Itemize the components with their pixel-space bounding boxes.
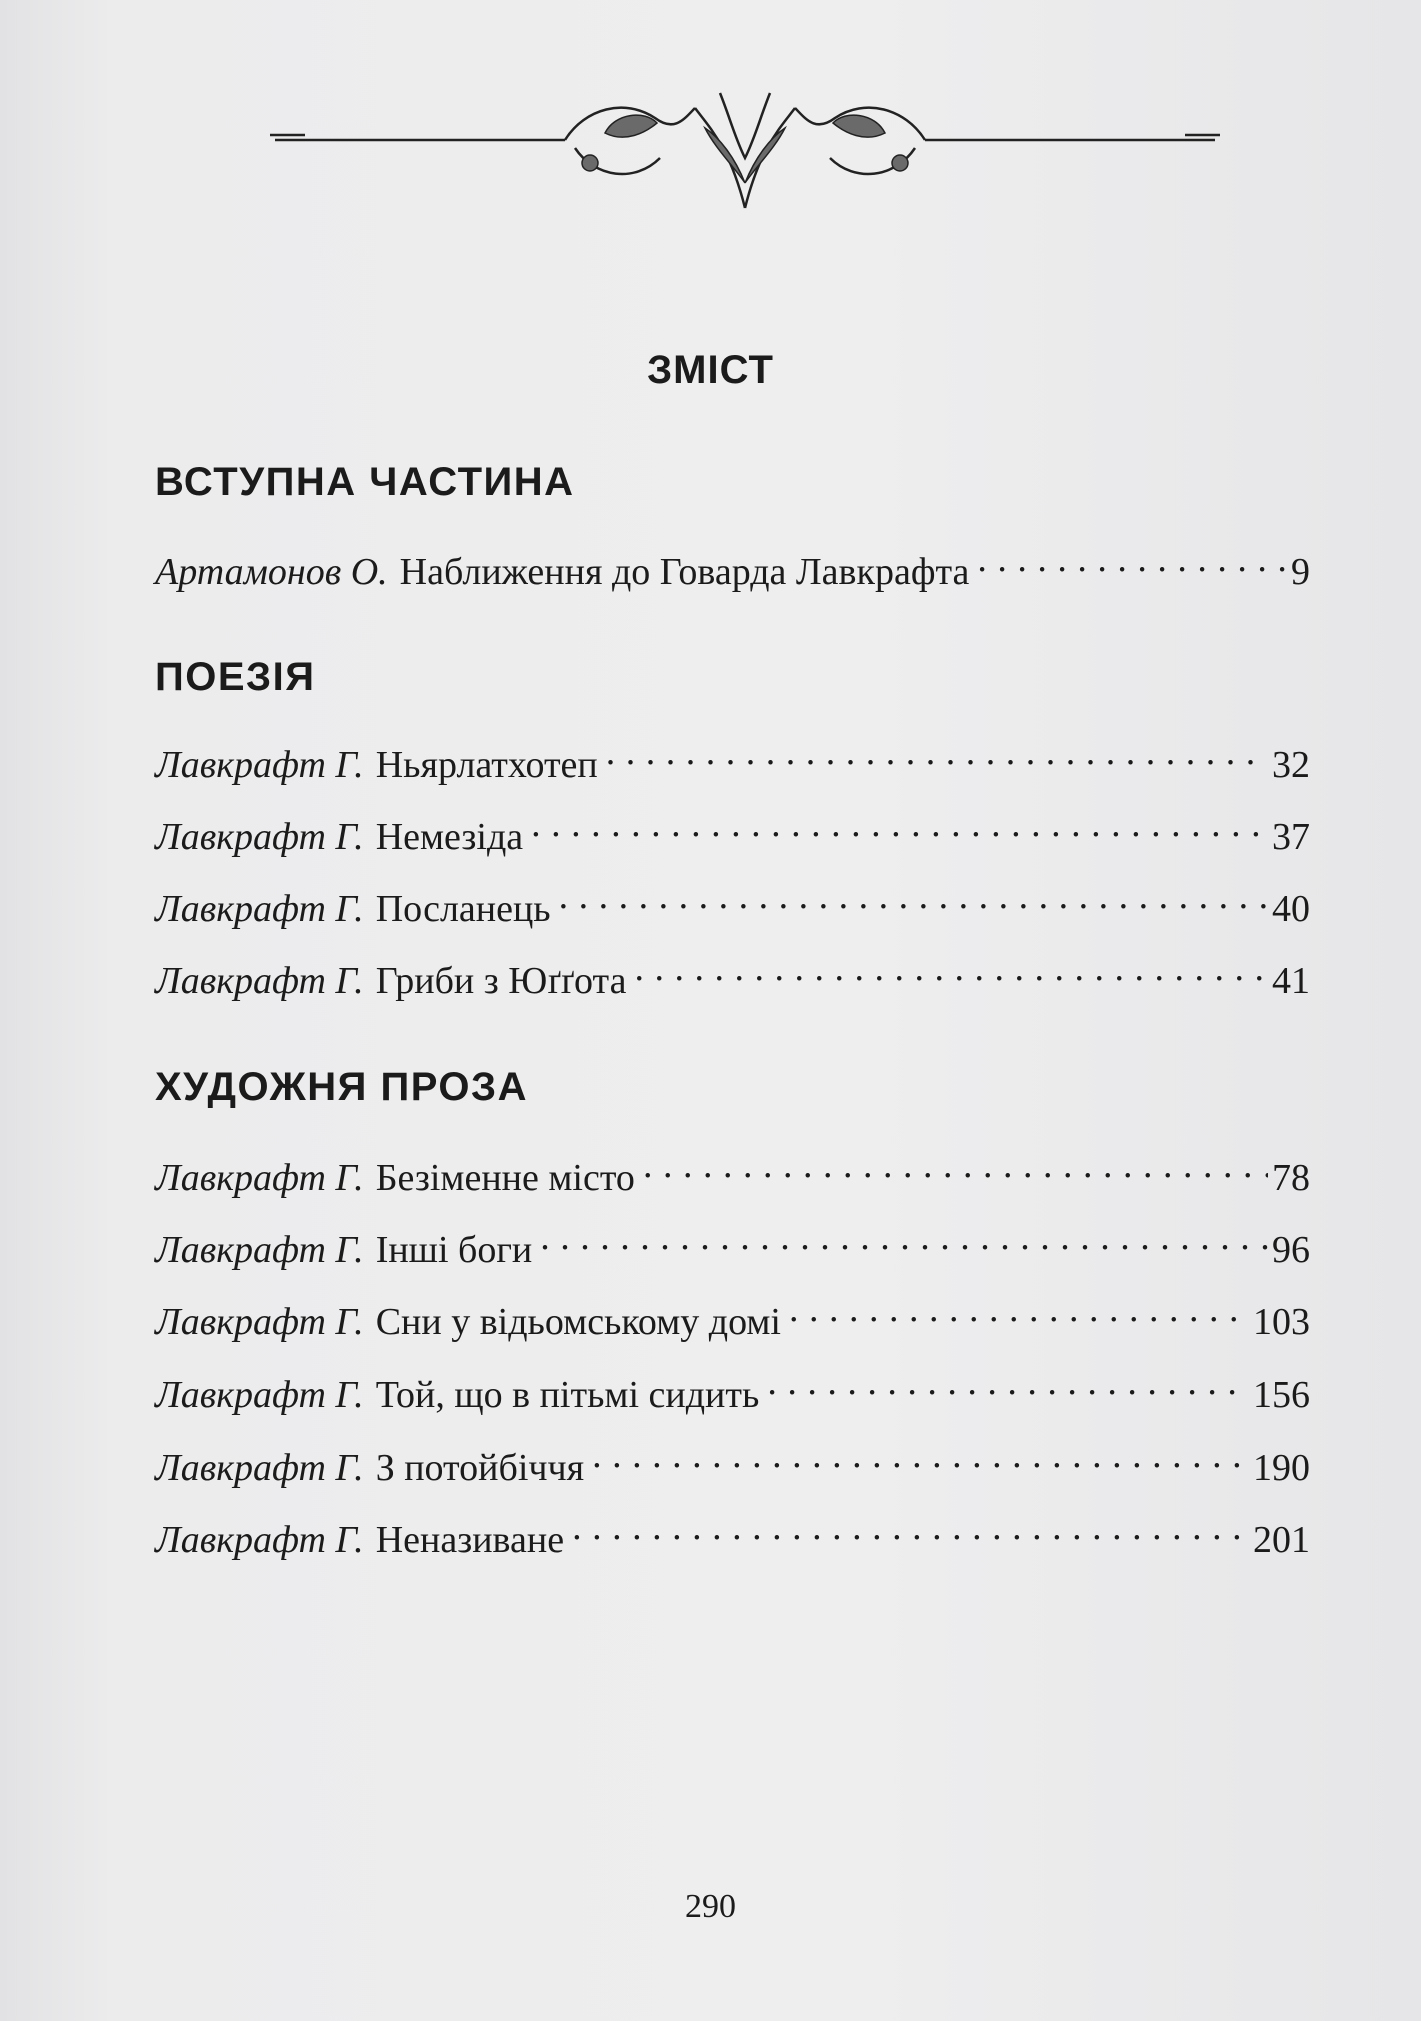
dot-leader <box>559 871 1268 921</box>
dot-leader <box>531 799 1268 849</box>
section-heading: ХУДОЖНЯ ПРОЗА <box>155 1065 528 1109</box>
dot-leader <box>592 1430 1249 1480</box>
entry-author: Лавкрафт Г. <box>155 888 364 930</box>
section-heading: ПОЕЗІЯ <box>155 655 316 699</box>
entry-title: Посланець <box>375 888 551 930</box>
entry-title: Немезіда <box>375 816 524 858</box>
dot-leader <box>606 727 1268 777</box>
entry-page-number: 41 <box>1272 960 1310 1002</box>
entry-page-number: 9 <box>1291 551 1310 593</box>
toc-entry <box>155 799 1310 858</box>
dot-leader <box>977 534 1287 584</box>
entry-author: Лавкрафт Г. <box>155 1301 364 1343</box>
entry-title: Безіменне місто <box>375 1157 635 1199</box>
entry-author: Лавкрафт Г. <box>155 1519 364 1561</box>
section-heading: ВСТУПНА ЧАСТИНА <box>155 460 575 504</box>
dot-leader <box>634 943 1268 993</box>
entry-page-number: 78 <box>1272 1157 1310 1199</box>
toc-entry <box>155 1284 1310 1343</box>
page-title: ЗМІСТ <box>647 348 774 392</box>
toc-entry <box>155 534 1310 593</box>
entry-title: Гриби з Юґґота <box>375 960 627 1002</box>
page-number: 290 <box>685 1888 736 1925</box>
entry-author: Лавкрафт Г. <box>155 1157 364 1199</box>
toc-entry <box>155 1502 1310 1561</box>
entry-page-number: 156 <box>1253 1374 1310 1416</box>
entry-title: Ньярлатхотеп <box>375 744 598 786</box>
dot-leader <box>789 1284 1249 1334</box>
entry-title: Сни у відьомському домі <box>375 1301 781 1343</box>
entry-author: Лавкрафт Г. <box>155 1229 364 1271</box>
toc-entry <box>155 727 1310 786</box>
dot-leader <box>643 1140 1268 1190</box>
entry-page-number: 40 <box>1272 888 1310 930</box>
dot-leader <box>572 1502 1249 1552</box>
toc-entry <box>155 943 1310 1002</box>
entry-title: Наближення до Говарда Лавкрафта <box>399 551 970 593</box>
entry-author: Лавкрафт Г. <box>155 816 364 858</box>
dot-leader <box>767 1357 1249 1407</box>
toc-entry <box>155 1140 1310 1199</box>
entry-title: Той, що в пітьмі сидить <box>375 1374 760 1416</box>
entry-page-number: 96 <box>1272 1229 1310 1271</box>
entry-author: Лавкрафт Г. <box>155 1374 364 1416</box>
entry-page-number: 190 <box>1253 1447 1310 1489</box>
entry-title: З потойбіччя <box>375 1447 585 1489</box>
dot-leader <box>540 1212 1268 1262</box>
entry-author: Лавкрафт Г. <box>155 744 364 786</box>
ornament-icon <box>265 88 1225 218</box>
entry-page-number: 103 <box>1253 1301 1310 1343</box>
toc-entry <box>155 871 1310 930</box>
entry-author: Артамонов О. <box>155 551 388 593</box>
entry-title: Неназиване <box>375 1519 565 1561</box>
entry-author: Лавкрафт Г. <box>155 960 364 1002</box>
entry-author: Лавкрафт Г. <box>155 1447 364 1489</box>
entry-page-number: 37 <box>1272 816 1310 858</box>
entry-title: Інші боги <box>375 1229 533 1271</box>
toc-entry <box>155 1212 1310 1271</box>
entry-page-number: 201 <box>1253 1519 1310 1561</box>
entry-page-number: 32 <box>1272 744 1310 786</box>
toc-entry <box>155 1430 1310 1489</box>
toc-entry <box>155 1357 1310 1416</box>
